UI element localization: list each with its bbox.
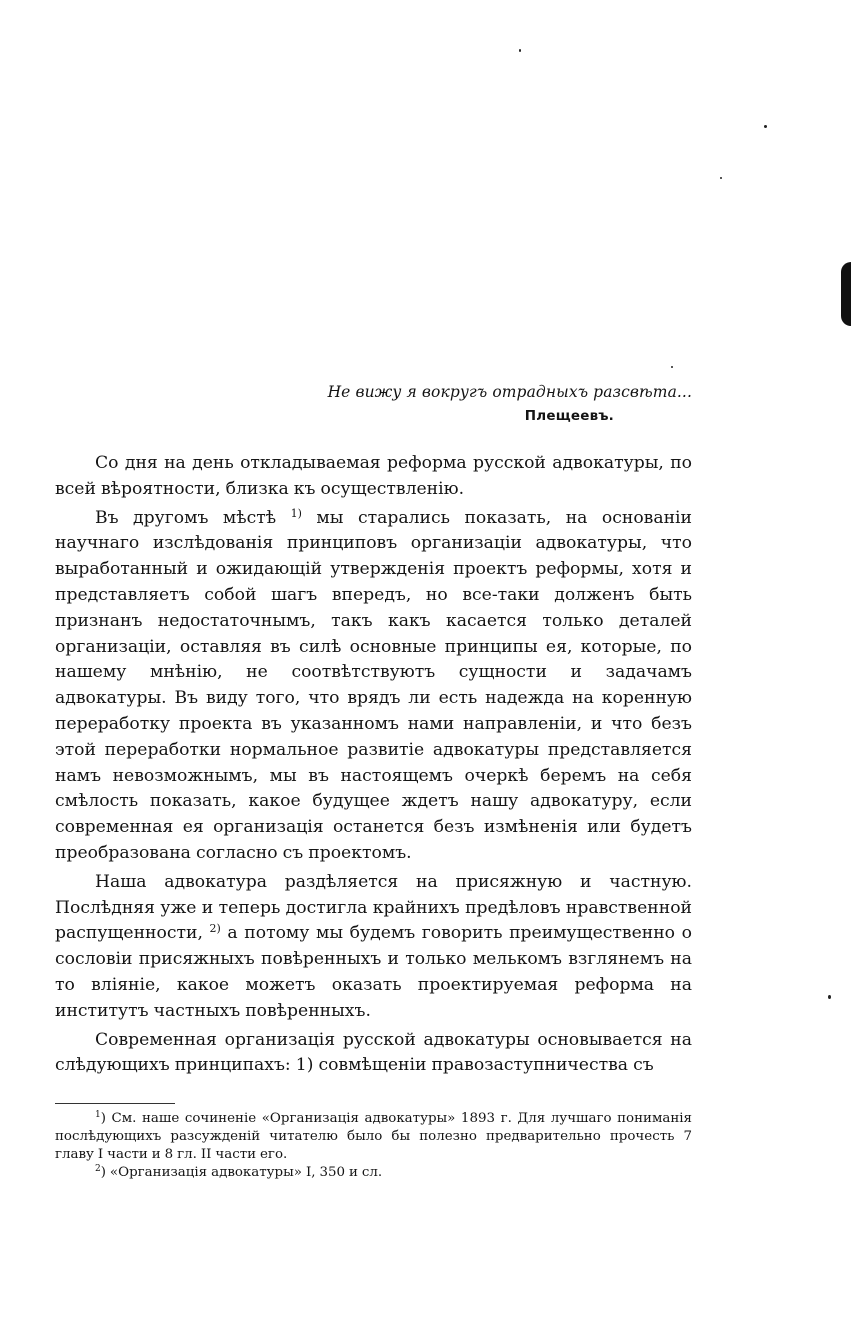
footnote-divider [55,1103,175,1104]
paragraph-text: мы старались показать, на основаніи научнаго изслѣдованія принциповъ организаціи адвокатуры, что выработанный и ожидающій утвержденія проектъ реформы, хотя и представляетъ собой шагъ впередъ, но все-таки долженъ быть признанъ недостаточнымъ, такъ какъ касается только деталей организаціи, оставляя въ силѣ основные принципы ея, которые, по нашему мнѣнію, не соотвѣтствуютъ сущности и задачамъ адвокатуры. Въ виду того, что врядъ ли есть надежда на коренную переработку проекта въ указанномъ нами направленіи, и что безъ этой переработки нормальное развитіе адвокатуры представляется намъ невозможнымъ, мы въ настоящемъ очеркѣ беремъ на себя смѣлость показать, какое будущее ждетъ нашу адвокатуру, если современная ея организація останется безъ измѣненія или будетъ преобразована согласно съ проектомъ. [55,507,692,863]
footnotes [55,1110,692,1182]
paragraph [55,1028,692,1080]
page-edge-mark [841,262,851,326]
scan-speck [764,125,767,128]
paragraph-text: Современная организація русской адвокатуры основывается на слѣдующихъ принципахъ: 1) совмѣщеніи правозаступничества съ [55,1029,692,1076]
footnote-text: ) См. наше сочиненіе «Организація адвокатуры» 1893 г. Для лучшаго пониманія послѣдующихъ разсужденій читателю было бы полезно предварительно прочесть 7 главу I части и 8 гл. II части его. [55,1111,692,1162]
footnote-reference: 1) [290,506,302,520]
footnote-mark: 1 [95,1110,101,1120]
epigraph-author: Плещеевъ. [524,408,614,424]
scan-speck [720,177,722,179]
epigraph [300,381,692,427]
paragraph [55,506,692,867]
paragraph-text: а потому мы будемъ говорить преимущественно о сословіи присяжныхъ повѣренныхъ и только мелькомъ взглянемъ на то вліяніе, какое можетъ оказать проектируемая реформа на институтъ частныхъ повѣренныхъ. [55,923,692,1021]
main-text [55,451,692,1079]
footnote-reference: 2) [209,922,221,936]
paragraph-text: Наша адвокатура раздѣляется на присяжную и частную. Послѣдняя уже и теперь достигла крайнихъ предѣловъ нравственной распущенности, [55,871,692,944]
epigraph-quote: Не вижу я вокругъ отрадныхъ разсвѣта... [327,383,692,401]
paragraph-text: Въ другомъ мѣстѣ [95,507,291,528]
paragraph [55,870,692,1025]
footnote [55,1110,692,1164]
paragraph-text: Со дня на день откладываемая реформа русской адвокатуры, по всей вѣроятности, близка къ осуществленію. [55,453,692,499]
paragraph [55,451,692,503]
scan-speck [828,995,831,999]
footnote-text: ) «Организація адвокатуры» I, 350 и сл. [100,1165,383,1180]
footnote-mark: 2 [95,1164,101,1174]
scan-speck [519,49,521,52]
scan-speck [671,366,673,368]
footnote [55,1164,692,1182]
